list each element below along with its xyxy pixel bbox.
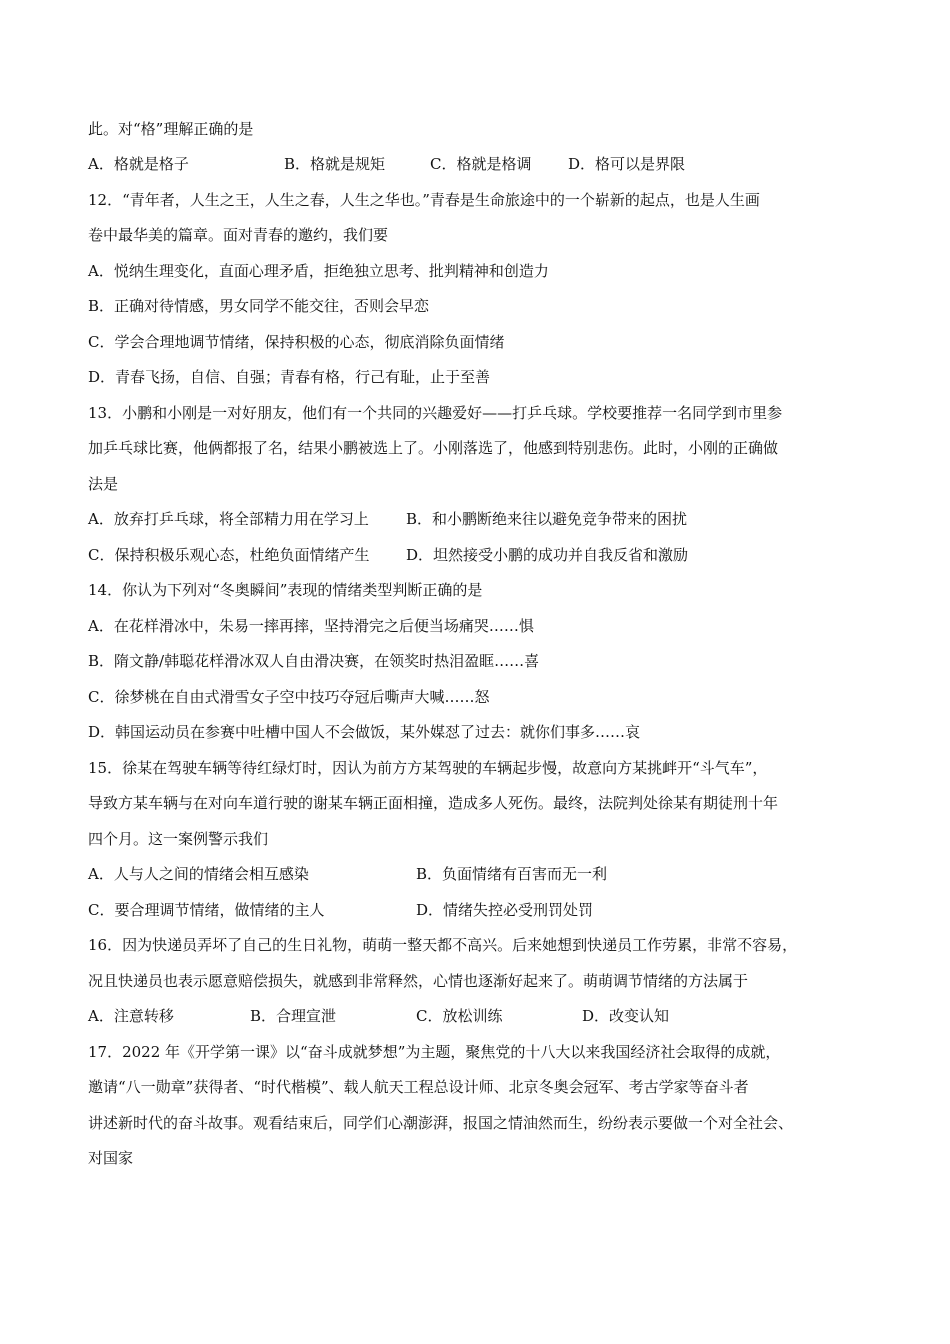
question-13-stem: 13．小鹏和小刚是一对好朋友，他们有一个共同的兴趣爱好——打乒乓球。学校要推荐一名同学到市里参 <box>88 404 783 422</box>
question-13-stem: 加乒乓球比赛，他俩都报了名，结果小鹏被选上了。小刚落选了，他感到特别悲伤。此时，小刚的正确做 <box>88 439 779 457</box>
option-d: D．青春飞扬，自信、自强；青春有格，行己有耻，止于至善 <box>88 368 491 386</box>
question-15-stem: 15．徐某在驾驶车辆等待红绿灯时，因认为前方方某驾驶的车辆起步慢，故意向方某挑衅开“斗气车”， <box>88 759 768 777</box>
option-c: C．放松训练 <box>416 1007 503 1025</box>
option-a: A．在花样滑冰中，朱易一摔再摔，坚持滑完之后便当场痛哭……惧 <box>88 617 534 635</box>
question-15-stem: 四个月。这一案例警示我们 <box>88 830 269 848</box>
question-17-stem: 对国家 <box>88 1149 134 1167</box>
option-b: B．合理宣泄 <box>250 1007 337 1025</box>
option-b: B．格就是规矩 <box>284 155 386 173</box>
option-a: A．放弃打乒乓球，将全部精力用在学习上 <box>88 510 369 528</box>
option-d: D．坦然接受小鹏的成功并自我反省和激励 <box>406 546 689 564</box>
option-b: B．负面情绪有百害而无一利 <box>416 865 608 883</box>
option-a: A．悦纳生理变化，直面心理矛盾，拒绝独立思考、批判精神和创造力 <box>88 262 549 280</box>
option-b: B．正确对待情感，男女同学不能交往，否则会早恋 <box>88 297 430 315</box>
option-d: D．格可以是界限 <box>568 155 686 173</box>
option-c: C．格就是格调 <box>430 155 532 173</box>
question-16-stem: 16．因为快递员弄坏了自己的生日礼物，萌萌一整天都不高兴。后来她想到快递员工作劳累，非常不容易， <box>88 936 798 954</box>
question-14-stem: 14．你认为下列对“冬奥瞬间”表现的情绪类型判断正确的是 <box>88 581 483 599</box>
question-15-stem: 导致方某车辆与在对向车道行驶的谢某车辆正面相撞，造成多人死伤。最终，法院判处徐某有期徒刑十年 <box>88 794 779 812</box>
question-17-stem: 17．2022 年《开学第一课》以“奋斗成就梦想”为主题，聚焦党的十八大以来我国经济社会取得的成就， <box>88 1043 781 1061</box>
question-17-stem: 邀请“八一勋章”获得者、“时代楷模”、载人航天工程总设计师、北京冬奥会冠军、考古学家等奋斗者 <box>88 1078 749 1096</box>
option-a: A．人与人之间的情绪会相互感染 <box>88 865 309 883</box>
question-stem-line: 此。对“格”理解正确的是 <box>88 120 254 138</box>
option-c: C．学会合理地调节情绪，保持积极的心态，彻底消除负面情绪 <box>88 333 505 351</box>
question-13-stem: 法是 <box>88 475 119 493</box>
option-b: B．隋文静/韩聪花样滑冰双人自由滑决赛，在领奖时热泪盈眶……喜 <box>88 652 540 670</box>
question-12-stem: 12．“青年者，人生之王，人生之春，人生之华也。”青春是生命旅途中的一个崭新的起点，也是人生画 <box>88 191 760 209</box>
option-a: A．格就是格子 <box>88 155 189 173</box>
option-d: D．韩国运动员在参赛中吐槽中国人不会做饭，某外媒怼了过去：就你们事多……哀 <box>88 723 641 741</box>
option-d: D．改变认知 <box>582 1007 670 1025</box>
option-a: A．注意转移 <box>88 1007 174 1025</box>
option-d: D．情绪失控必受刑罚处罚 <box>416 901 594 919</box>
question-16-stem: 况且快递员也表示愿意赔偿损失，就感到非常释然，心情也逐渐好起来了。萌萌调节情绪的方法属于 <box>88 972 749 990</box>
option-c: C．保持积极乐观心态，杜绝负面情绪产生 <box>88 546 370 564</box>
option-c: C．要合理调节情绪，做情绪的主人 <box>88 901 325 919</box>
question-17-stem: 讲述新时代的奋斗故事。观看结束后，同学们心潮澎湃，报国之情油然而生，纷纷表示要做一个对全社会、 <box>88 1114 794 1132</box>
option-b: B．和小鹏断绝来往以避免竞争带来的困扰 <box>406 510 688 528</box>
question-12-stem: 卷中最华美的篇章。面对青春的邀约，我们要 <box>88 226 389 244</box>
option-c: C．徐梦桃在自由式滑雪女子空中技巧夺冠后嘶声大喊……怒 <box>88 688 490 706</box>
